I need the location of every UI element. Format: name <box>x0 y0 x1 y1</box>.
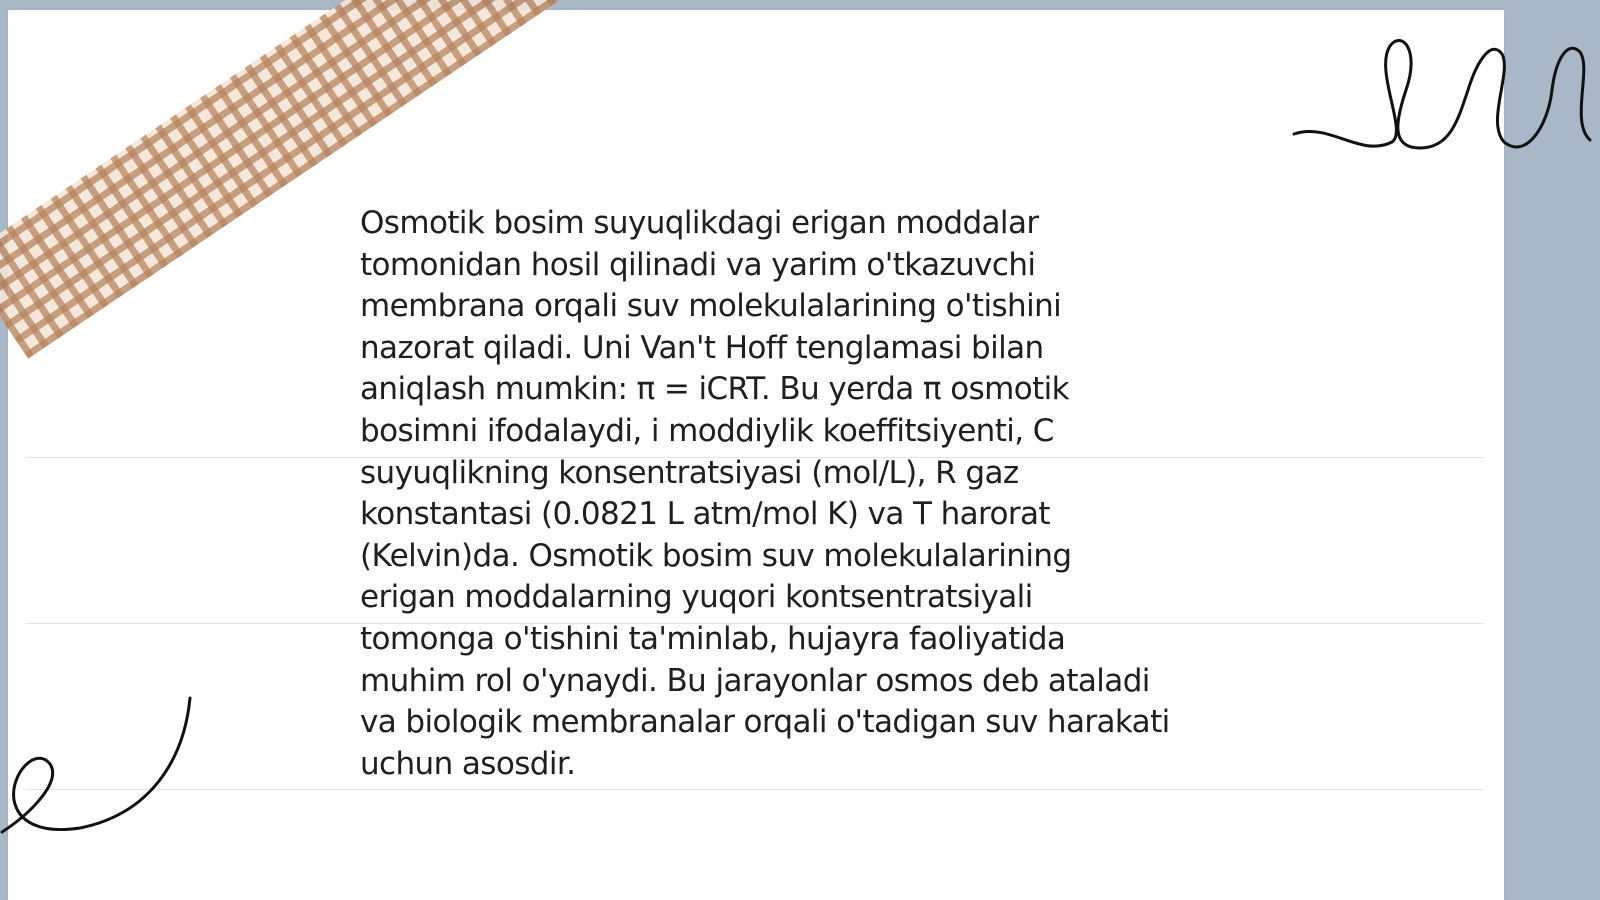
slide-paragraph: Osmotik bosim suyuqlikdagi erigan moddalar tomonidan hosil qilinadi va yarim o'tkazuvchi membrana orqali suv molekulalarining o'tishini nazorat qiladi. Uni Van't Hoff tenglamasi bilan aniqlash mumkin: π = iCRT. Bu yerda π osmotik bosimni ifodalaydi, i moddiylik koeffitsiyenti, C suyuqlikning konsentratsiyasi (mol/L), R gaz konstantasi (0.0821 L atm/mol K) va T harorat (Kelvin)da. Osmotik bosim suv molekulalarining erigan moddalarning yuqori kontsentratsiyali tomonga o'tishini ta'minlab, hujayra faoliyatida muhim rol o'ynaydi. Bu jarayonlar osmos deb ataladi va biologik membranalar orqali o'tadigan suv harakati uchun asosdir. <box>360 205 1170 782</box>
loop-swirl-icon <box>0 690 200 850</box>
paper-rule-line <box>26 789 1484 790</box>
loop-squiggle-icon <box>1290 30 1600 170</box>
